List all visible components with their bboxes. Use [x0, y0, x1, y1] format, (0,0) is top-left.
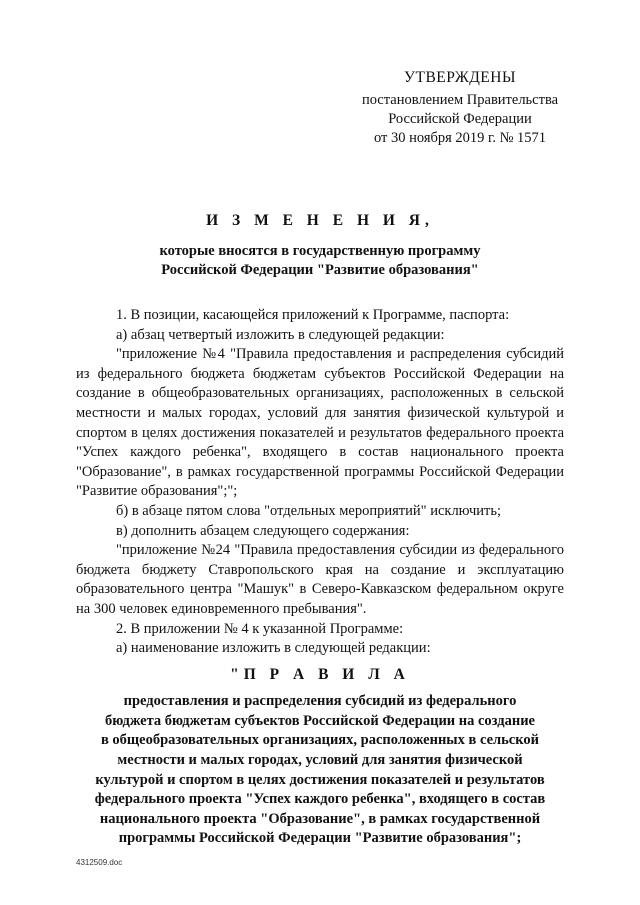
- document-body: [76, 306, 564, 849]
- paragraph-8: а) наименование изложить в следующей редакции:: [116, 640, 431, 657]
- rules-line-1: предоставления и распределения субсидий из федерального: [123, 693, 517, 710]
- subtitle-line-2: Российской Федерации "Развитие образования": [161, 262, 479, 278]
- paragraph-6: "приложение №24 "Правила предоставления субсидии из федерального бюджета бюджету Ставропольского края на создание и эксплуатацию образовательного центра "Машук" в Северо-Кавказском федеральном округе на 300 человек единовременного пребывания".: [76, 542, 564, 617]
- rules-line-5: культурой и спортом в целях достижения показателей и результатов: [95, 771, 545, 788]
- file-name-footer: 4312509.doc: [76, 858, 123, 867]
- rules-heading: [76, 692, 564, 849]
- paragraph-5: в) дополнить абзацем следующего содержания:: [116, 522, 410, 539]
- rules-line-7: национального проекта "Образование", в рамках государственной: [99, 810, 541, 827]
- paragraph-2: а) абзац четвертый изложить в следующей редакции:: [116, 326, 445, 343]
- document-title: И З М Е Н Е Н И Я,: [206, 212, 434, 229]
- rules-line-6: федерального проекта "Успех каждого ребенка", входящего в состав: [94, 791, 546, 808]
- paragraph-7: 2. В приложении № 4 к указанной Программе:: [116, 620, 404, 637]
- approval-line-2: Российской Федерации: [388, 111, 532, 127]
- subtitle-line-1: которые вносятся в государственную программу: [159, 243, 481, 259]
- approval-stamp: [350, 68, 570, 148]
- paragraph-3: "приложение №4 "Правила предоставления и распределения субсидий из федерального бюджета бюджетам субъектов Российской Федерации на создание в общеобразовательных организациях, расположенных в сельской местности и малых городах, условий для занятия физической культурой и спортом в целях достижения показателей и результатов федерального проекта "Успех каждого ребенка", входящего в состав национального проекта "Образование", в рамках государственной программы Российской Федерации "Развитие образования";";: [76, 346, 564, 500]
- rules-line-8: программы Российской Федерации "Развитие образования";: [118, 830, 522, 847]
- paragraph-4: б) в абзаце пятом слова "отдельных мероприятий" исключить;: [116, 502, 501, 519]
- approval-line-3: от 30 ноября 2019 г. № 1571: [373, 130, 547, 146]
- document-subtitle: [60, 242, 580, 280]
- approval-heading: УТВЕРЖДЕНЫ: [404, 69, 516, 86]
- rules-line-2: бюджета бюджетам субъектов Российской Федерации на создание: [105, 712, 535, 729]
- rules-line-4: местности и малых городах, условий для занятия физической: [117, 752, 523, 769]
- paragraph-1: 1. В позиции, касающейся приложений к Программе, паспорта:: [116, 307, 510, 323]
- rules-title: "П Р А В И Л А: [230, 665, 410, 683]
- approval-line-1: постановлением Правительства: [361, 92, 559, 108]
- rules-line-3: в общеобразовательных организациях, расположенных в сельской: [100, 732, 540, 749]
